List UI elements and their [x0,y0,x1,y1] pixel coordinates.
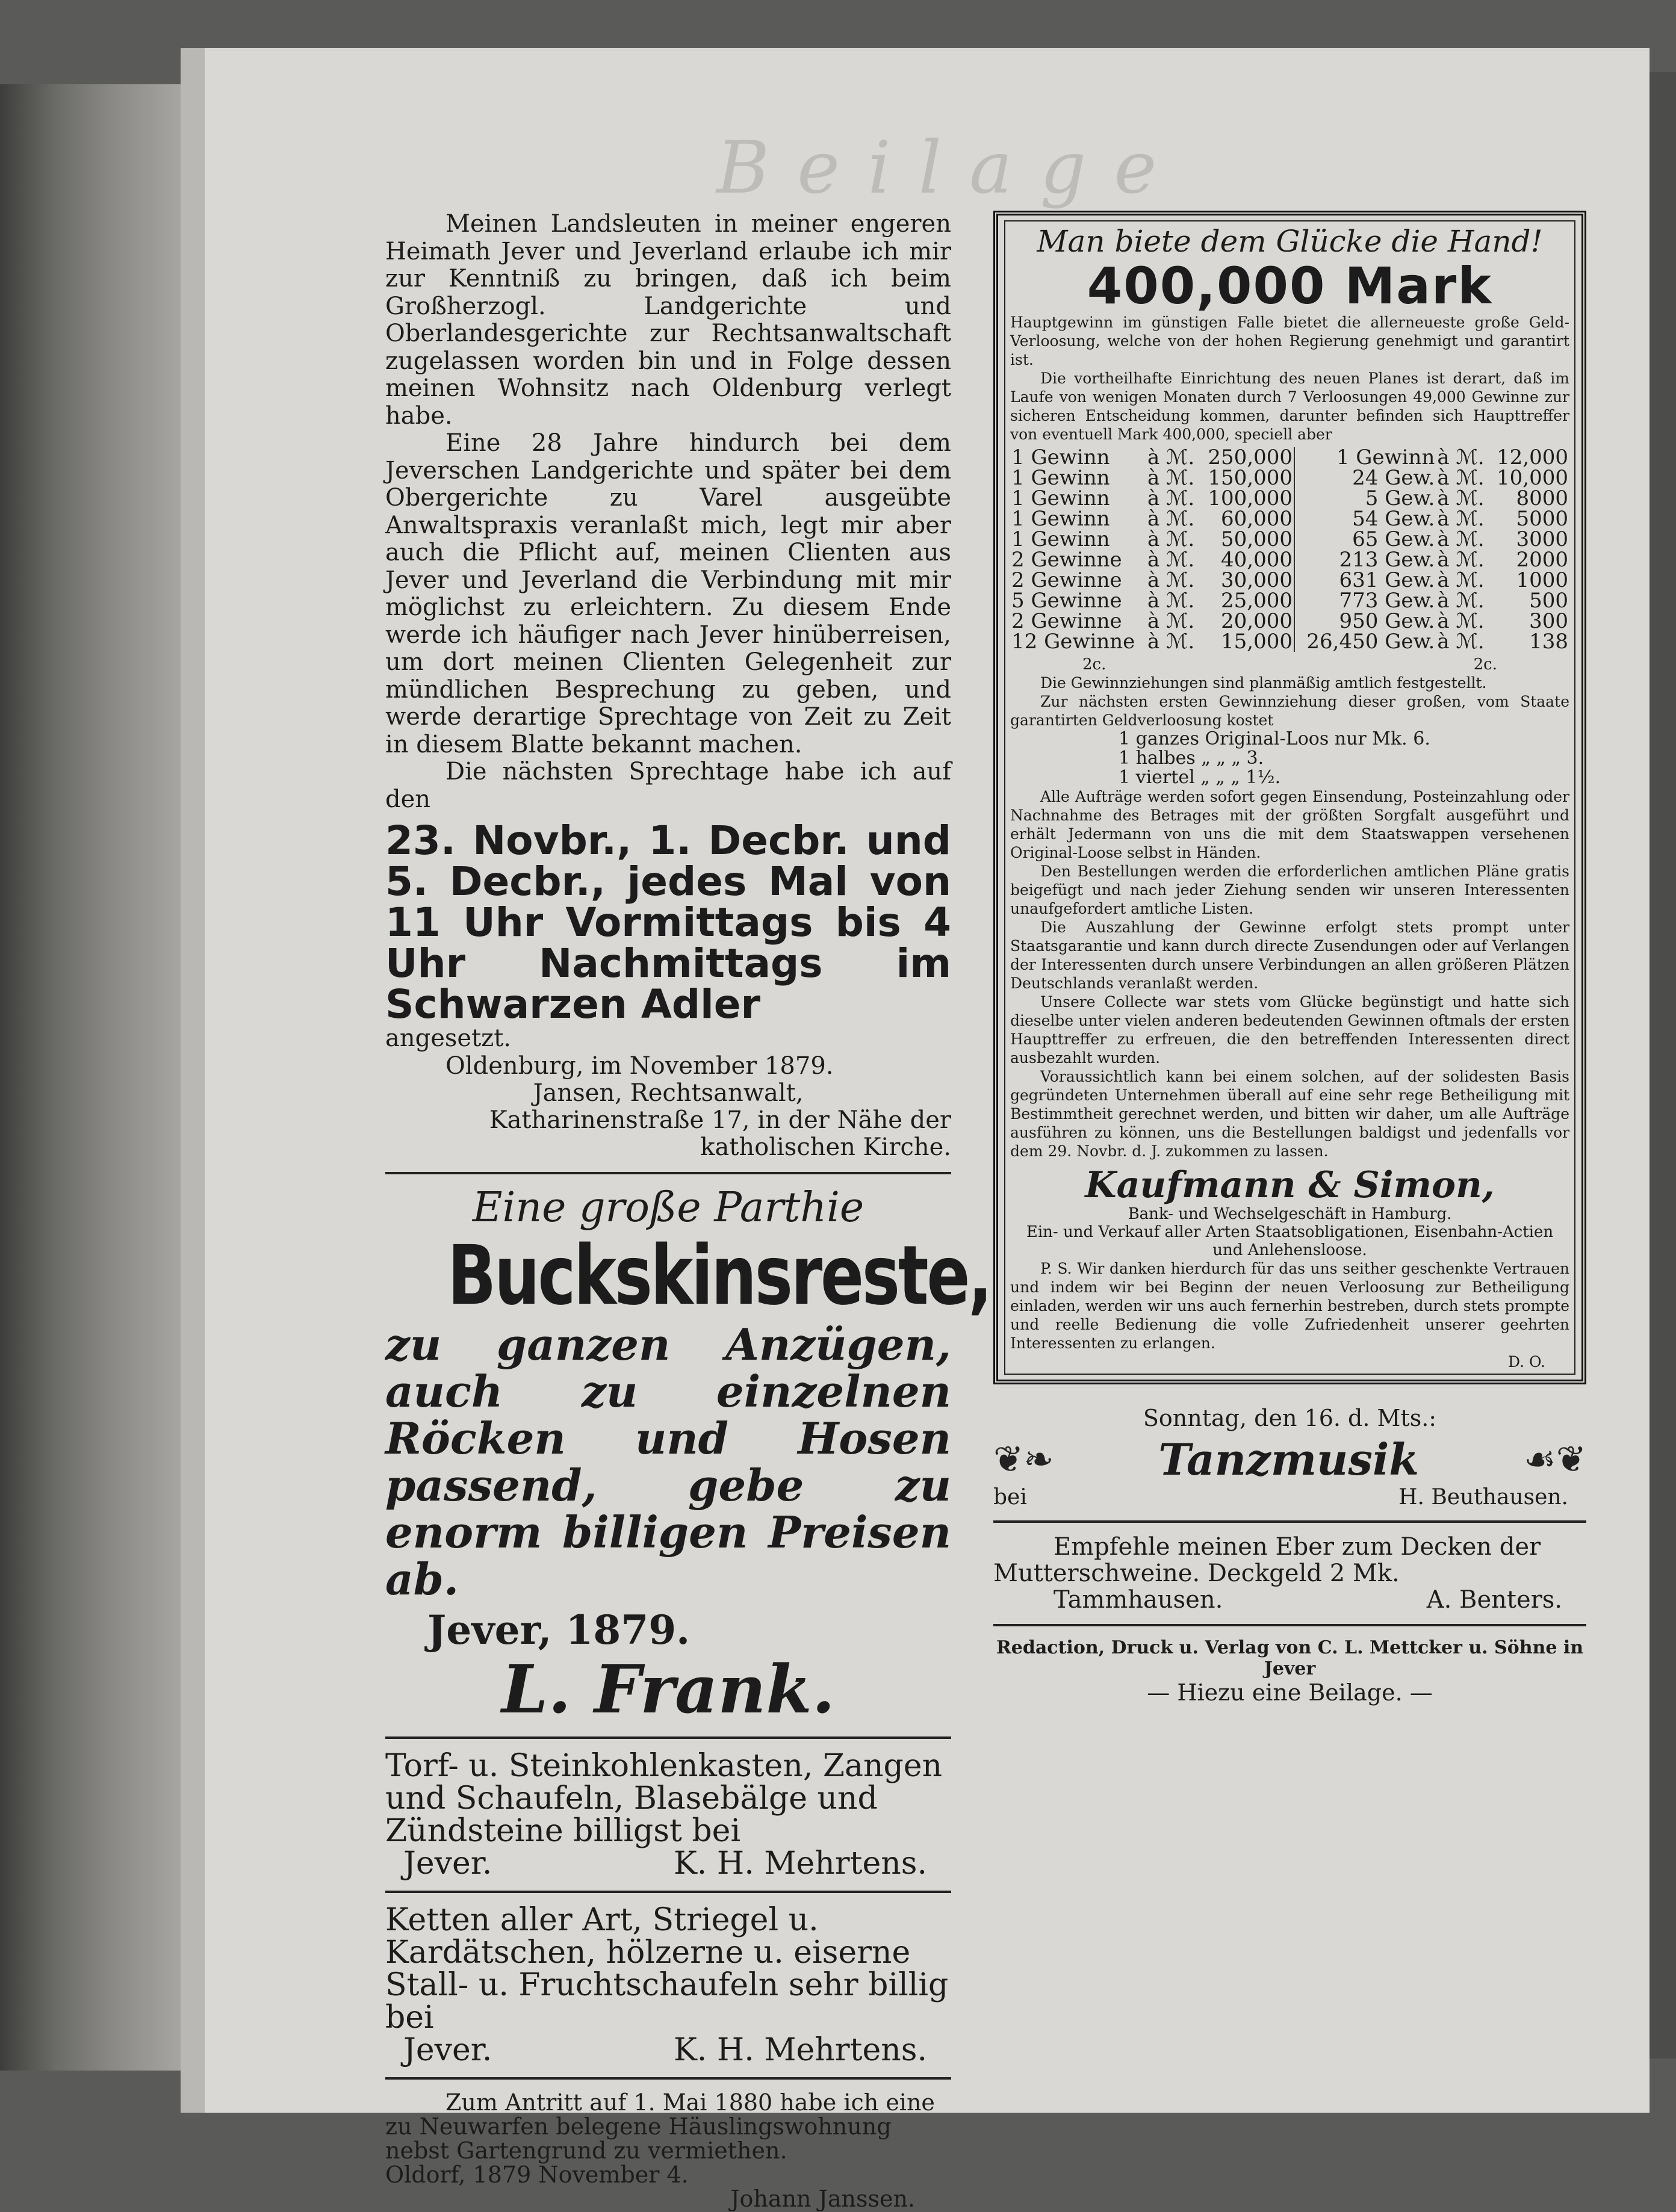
prize-cell: 1 Gewinn [1011,507,1110,531]
imprint: Redaction, Druck u. Verlag von C. L. Mettcker u. Söhne in Jever [996,1637,1584,1679]
prize-cell: à ℳ. [1437,445,1485,469]
prize-row [1010,468,1569,488]
prize-cell: à ℳ. [1147,527,1195,551]
prize-row [1010,529,1569,550]
prize-row [1010,509,1569,529]
prize-cell: à ℳ. [1147,568,1195,592]
right-column [993,211,1586,1706]
left-column [385,210,991,2212]
prize-cell: 5 Gew. [1365,486,1435,510]
prize-cell: 1 Gewinn [1336,445,1435,469]
lottery-para-5: Alle Aufträge werden sofort gegen Einsendung, Posteinzahlung oder Nachnahme des Betrages mit der größten Sorgfalt ausgeführt und erhält Jedermann von uns die mit dem Staatswappen versehenen Original-Loose selbst in Händen. [1010,788,1569,861]
firm-sub-1: Bank- und Wechselgeschäft in Hamburg. [1128,1205,1452,1223]
price-2: 1 halbes „ „ „ 3. [1119,748,1264,769]
prize-row [1010,611,1569,631]
prize-cell: 1 Gewinn [1011,466,1110,490]
lottery-headline: Man biete dem Glücke die Hand! [1037,224,1543,259]
frank-ad-top: Eine große Parthie [472,1184,864,1231]
prize-cell: 1 Gewinn [1011,527,1110,551]
prize-row [1010,488,1569,509]
lawyer-address: Katharinenstraße 17, in der Nähe der katholischen Kirche. [489,1106,951,1161]
prize-cell: à ℳ. [1437,486,1485,510]
prize-cell: 1000 [1516,568,1568,592]
prize-cell: 1 Gewinn [1011,445,1110,469]
prize-cell: à ℳ. [1147,548,1195,572]
prize-cell: 250,000 [1200,447,1294,468]
prize-cell: à ℳ. [1437,466,1485,490]
prize-cell: à ℳ. [1437,589,1485,613]
lottery-para-6: Den Bestellungen werden die erforderlichen amtlichen Pläne gratis beigefügt und nach jeder Ziehung senden wir unseren Interessenten unaufgefordert amtliche Listen. [1010,863,1569,917]
boar-ad-footer [993,1587,1586,1613]
divider [993,1624,1586,1626]
frank-ad-headline: Buckskinsreste, [447,1228,991,1324]
prize-cell: 12,000 [1497,445,1568,469]
lottery-para-4: Zur nächsten ersten Gewinnziehung dieser großen, vom Staate garantirten Geldverloosung kostet [1010,693,1569,729]
ornament-right-icon: ☙❦ [1523,1438,1586,1481]
mehrtens-ad2-footer [385,2034,951,2066]
prize-cell: à ℳ. [1147,609,1195,633]
prize-cell: à ℳ. [1147,466,1195,490]
frank-ad-body: zu ganzen Anzügen, auch zu einzelnen Röcken und Hosen passend, gebe zu enorm billigen Preisen ab. [385,1319,951,1605]
prize-cell: à ℳ. [1147,630,1195,654]
mehrtens-ad2-body: Ketten aller Art, Striegel u. Kardätschen, hölzerne u. eiserne Stall- u. Fruchtschaufeln sehr billig bei [385,1902,949,2036]
ornament-left-icon: ❦❧ [993,1438,1054,1481]
prize-cell: 50,000 [1200,529,1294,550]
lottery-para-2: Die vortheilhafte Einrichtung des neuen Planes ist derart, daß im Laufe von wenigen Monaten durch 7 Verloosungen 49,000 Gewinne zur sicheren Entscheidung kommen, darunter befinden sich Haupttreffer von eventuell Mark 400,000, speciell aber [1010,370,1569,443]
dance-host: H. Beuthausen. [1398,1485,1568,1510]
prize-cell: 2000 [1516,548,1568,572]
boar-ad-body: Empfehle meinen Eber zum Decken der Mutterschweine. Deckgeld 2 Mk. [993,1533,1541,1587]
prize-etc-left: 2c. [1082,655,1106,674]
prize-cell: 40,000 [1200,550,1294,570]
prize-row [1010,447,1569,468]
prize-cell: à ℳ. [1437,507,1485,531]
prize-cell: 213 Gew. [1339,548,1435,572]
prize-cell: à ℳ. [1147,589,1195,613]
prize-cell: 100,000 [1200,488,1294,509]
bleed-through-header: Beilage [716,126,1185,210]
lottery-ad-inner [1004,220,1575,1375]
prize-cell: à ℳ. [1437,548,1485,572]
book-spine [0,84,187,2071]
prize-cell: 25,000 [1200,590,1294,611]
prize-cell: 15,000 [1200,631,1294,652]
lawyer-notice-body: Eine 28 Jahre hindurch bei dem Jeverschen Landgerichte und später bei dem Obergerichte zu Varel ausgeübte Anwaltspraxis veranlaßt mich, legt mir aber auch die Pflicht auf, meinen Clienten aus Jever und Jeverland die Verbindung mit mir möglichst zu erleichtern. Zu diesem Ende werde ich häufiger nach Jever hinüberreisen, um dort meinen Clienten Gelegenheit zur mündlichen Besprechung zu geben, und werde derartige Sprechtage von Zeit zu Zeit in diesem Blatte bekannt machen. [385,429,951,758]
prize-cell: à ℳ. [1437,568,1485,592]
lottery-para-3: Die Gewinnziehungen sind planmäßig amtlich festgestellt. [1040,674,1487,692]
prize-cell: à ℳ. [1437,609,1485,633]
boar-ad-name: A. Benters. [1426,1586,1562,1614]
prize-cell: 950 Gew. [1339,609,1435,633]
prize-etc-right: 2c. [1473,655,1497,674]
lottery-ad [993,211,1586,1384]
prize-cell: 631 Gew. [1339,568,1435,592]
prize-cell: 2 Gewinne [1011,548,1122,572]
consultation-dates: 23. Novbr., 1. Decbr. und 5. Decbr., jedes Mal von 11 Uhr Vormittags bis 4 Uhr Nachmittags im Schwarzen Adler [385,817,951,1027]
prize-cell: 2 Gewinne [1011,609,1122,633]
dance-host-row [993,1485,1586,1510]
divider [385,2077,951,2080]
prize-cell: 20,000 [1200,611,1294,631]
lottery-do: D. O. [1507,1353,1545,1371]
boar-ad-place: Tammhausen. [1054,1586,1223,1614]
divider [385,1172,951,1174]
lawyer-notice-intro: Meinen Landsleuten in meiner engeren Heimath Jever und Jeverland erlaube ich mir zur Kenntniß zu bringen, daß ich beim Großherzogl. Landgerichte und Oberlandesgerichte zur Rechtsanwaltschaft zugelassen worden bin und in Folge dessen meinen Wohnsitz nach Oldenburg verlegt habe. [385,210,951,430]
prize-cell: 65 Gew. [1352,527,1435,551]
prize-cell: à ℳ. [1437,630,1485,654]
prize-cell: 5 Gewinne [1011,589,1122,613]
prize-etc-row [1010,655,1569,674]
mehrtens-ad1-name: K. H. Mehrtens. [673,1845,927,1882]
divider [385,1736,951,1739]
prize-cell: à ℳ. [1147,486,1195,510]
angesetzt: angesetzt. [385,1024,512,1052]
divider [993,1520,1586,1523]
mehrtens-ad1-place: Jever. [403,1845,492,1882]
prize-cell: à ℳ. [1147,507,1195,531]
lottery-para-8: Unsere Collecte war stets vom Glücke begünstigt und hatte sich dieselbe unter vielen anderen bedeutenden Gewinnen oftmals der ersten Haupttreffer zu erfreuen, die den betreffenden Interessenten direct ausbezahlt wurden. [1010,993,1569,1067]
lottery-para-9: Voraussichtlich kann bei einem solchen, auf der solidesten Basis gegründeten Unternehmen überall auf eine sehr rege Betheiligung mit Bestimmtheit gerechnet werden, und bitten wir daher, um alle Aufträge ausführen zu können, uns die Bestellungen baldigst und jedenfalls vor dem 29. Novbr. d. J. zukommen zu lassen. [1010,1068,1569,1160]
frank-ad-place: Jever, 1879. [427,1606,691,1653]
mehrtens-ad2-name: K. H. Mehrtens. [673,2032,927,2068]
prize-cell: 12 Gewinne [1011,630,1135,654]
prize-row [1010,590,1569,611]
prize-row [1010,631,1569,652]
firm-sub-2: Ein- und Verkauf aller Arten Staatsobligationen, Eisenbahn-Actien und Anlehensloose. [1026,1223,1554,1259]
janssen-ad-body: Zum Antritt auf 1. Mai 1880 habe ich eine zu Neuwarfen belegene Häuslingswohnung nebst Gartengrund zu vermiethen. [385,2089,935,2164]
prize-cell: 8000 [1516,486,1568,510]
lawyer-notice-days: Die nächsten Sprechtage habe ich auf den [385,758,951,813]
dance-bei: bei [993,1485,1027,1510]
price-1: 1 ganzes Original-Loos nur Mk. 6. [1119,728,1430,749]
prize-cell: 150,000 [1200,468,1294,488]
prize-table-body [1010,447,1569,652]
firm-name: Kaufmann & Simon, [1085,1164,1495,1206]
prize-cell: à ℳ. [1437,527,1485,551]
mehrtens-ad2-place: Jever. [403,2032,492,2068]
price-3: 1 viertel „ „ „ 1½. [1119,767,1281,788]
janssen-ad-name: Johann Janssen. [730,2186,915,2212]
frank-ad-name: L. Frank. [501,1650,835,1728]
prize-cell: 30,000 [1200,570,1294,590]
prize-cell: 60,000 [1200,509,1294,529]
lottery-ps: P. S. Wir danken hierdurch für das uns seither geschenkte Vertrauen und indem wir bei Beginn der neuen Verloosung zur Betheiligung einladen, werden wir uns auch fernerhin bestreben, durch stets prompte und reelle Bedienung die volle Zufriedenheit unserer geehrten Interessenten zu erlangen. [1010,1260,1569,1352]
lawyer-place-date: Oldenburg, im November 1879. [445,1052,834,1080]
mehrtens-ad1-footer [385,1847,951,1880]
dance-title: Tanzmusik [1158,1434,1420,1485]
prize-cell: 2 Gewinne [1011,568,1122,592]
janssen-ad-place: Oldorf, 1879 November 4. [385,2161,689,2188]
divider [385,1891,951,1893]
supplement-note: — Hiezu eine Beilage. — [1147,1679,1433,1706]
lawyer-signature: Jansen, Rechtsanwalt, [533,1079,804,1107]
prize-cell: 3000 [1516,527,1568,551]
prize-cell: 138 [1529,630,1568,654]
dance-banner [993,1434,1586,1485]
prize-cell: 773 Gew. [1339,589,1435,613]
prize-cell: à ℳ. [1147,445,1195,469]
prize-row [1010,570,1569,590]
facing-page-edge [1650,72,1676,2059]
prize-cell: 500 [1529,589,1568,613]
prize-cell: 5000 [1516,507,1568,531]
prize-cell: 26,450 Gew. [1306,630,1435,654]
mehrtens-ad1-body: Torf- u. Steinkohlenkasten, Zangen und Schaufeln, Blasebälge und Zündsteine billigst bei [385,1748,943,1849]
prize-cell: 10,000 [1497,466,1568,490]
dance-date: Sonntag, den 16. d. Mts.: [1143,1405,1437,1431]
prize-cell: 300 [1529,609,1568,633]
prize-cell: 1 Gewinn [1011,486,1110,510]
prize-cell: 24 Gew. [1352,466,1435,490]
prize-table [1010,447,1569,652]
lottery-para-7: Die Auszahlung der Gewinne erfolgt stets prompt unter Staatsgarantie und kann durch directe Zusendungen oder auf Verlangen der Interessenten durch unsere Verbindungen an allen größeren Plätzen Deutschlands veranlaßt werden. [1010,919,1569,992]
lottery-amount: 400,000 Mark [1087,256,1493,315]
lottery-para-1: Hauptgewinn im günstigen Falle bietet die allerneueste große Geld-Verloosung, welche von der hohen Regierung genehmigt und garantirt ist. [1010,314,1569,368]
prize-row [1010,550,1569,570]
prize-cell: 54 Gew. [1352,507,1435,531]
